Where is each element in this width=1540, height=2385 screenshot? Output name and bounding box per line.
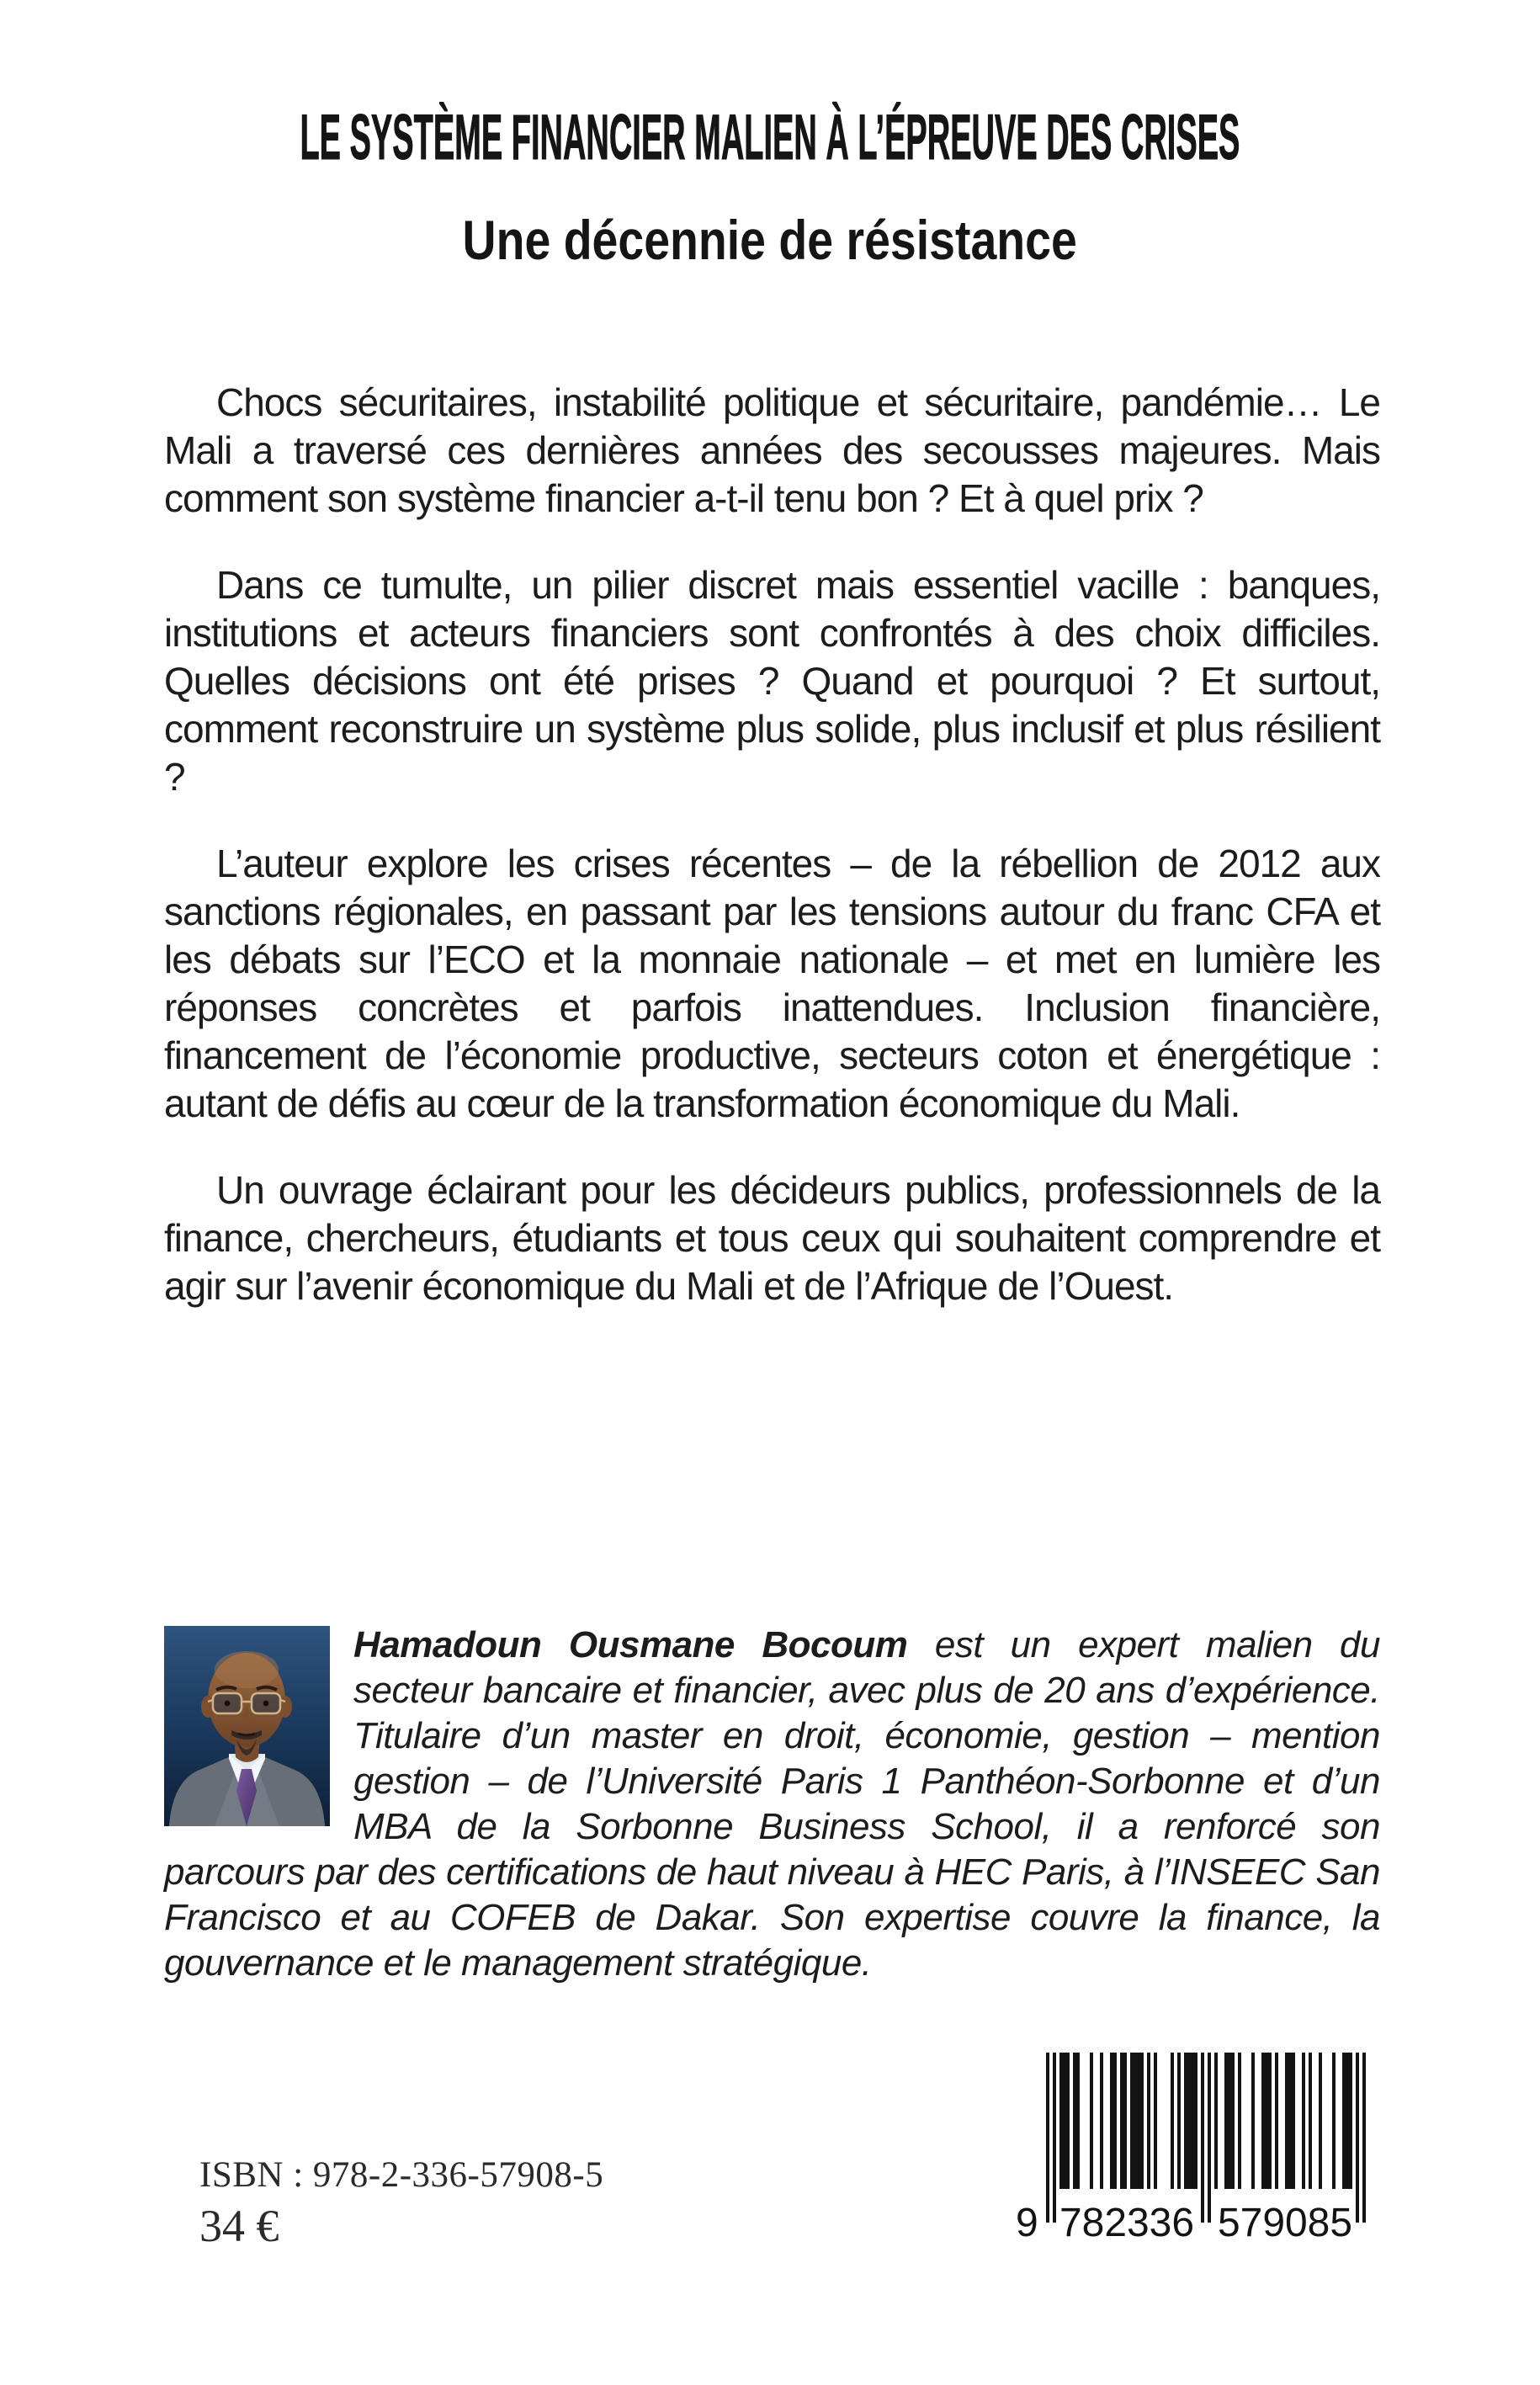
author-bio bbox=[164, 1623, 1380, 1986]
barcode-ean13 bbox=[1011, 2051, 1371, 2243]
synopsis-paragraph: L’auteur explore les crises récentes – de la rébellion de 2012 aux sanctions régionales, en passant par les tensions autour du franc CFA et les débats sur l’ECO et la monnaie nationale – et met en lumière les réponses concrètes et parfois inattendues. Inclusion financière, financement de l’économie productive, secteurs coton et énergétique : autant de défis au cœur de la transformation économique du Mali. bbox=[164, 842, 1380, 1125]
book-title: LE SYSTÈME FINANCIER MALIEN À L’ÉPREUVE DES CRISES bbox=[300, 102, 1240, 173]
isbn-label: ISBN : 978-2-336-57908-5 bbox=[199, 2155, 604, 2195]
author-photo bbox=[164, 1626, 330, 1826]
synopsis-paragraph: Un ouvrage éclairant pour les décideurs publics, professionnels de la finance, chercheurs, étudiants et tous ceux qui souhaitent comprendre et agir sur l’avenir économique du Mali et de l’Afrique de l’Ouest. bbox=[164, 1168, 1380, 1308]
synopsis-paragraph: Chocs sécuritaires, instabilité politique et sécuritaire, pandémie… Le Mali a traversé ces dernières années des secousses majeures. Mais comment son système financier a-t-il tenu bon ? Et à quel prix ? bbox=[164, 380, 1380, 520]
book-subtitle: Une décennie de résistance bbox=[462, 209, 1078, 271]
price-label: 34 € bbox=[199, 2201, 279, 2251]
author-name: Hamadoun Ousmane Bocoum bbox=[353, 1624, 908, 1665]
subtitle-row bbox=[0, 209, 1540, 271]
svg-text:579085: 579085 bbox=[1218, 2201, 1352, 2243]
svg-text:782336: 782336 bbox=[1059, 2201, 1194, 2243]
author-portrait-illustration bbox=[164, 1626, 330, 1826]
author-section bbox=[164, 1623, 1380, 1986]
svg-text:9: 9 bbox=[1016, 2201, 1038, 2243]
title-row bbox=[0, 102, 1540, 173]
author-bio-text: est un expert malien du secteur bancaire et financier, avec plus de 20 ans d’expérience. Titulaire d’un master en droit, économie, gestion – mention gestion – de l’Université Paris 1 Panthéon-Sorbonne et d’un MBA de la Sorbonne Business School, il a renforcé son parcours par des certifications de haut niveau à HEC Paris, à l’INSEEC San Francisco et au COFEB de Dakar. Son expertise couvre la finance, la gouvernance et le management stratégique. bbox=[164, 1624, 1380, 1984]
synopsis bbox=[164, 379, 1380, 1349]
synopsis-paragraph: Dans ce tumulte, un pilier discret mais essentiel vacille : banques, institutions et acteurs financiers sont confrontés à des choix difficiles. Quelles décisions ont été prises ? Quand et pourquoi ? Et surtout, comment reconstruire un système plus solide, plus inclusif et plus résilient ? bbox=[164, 563, 1380, 799]
